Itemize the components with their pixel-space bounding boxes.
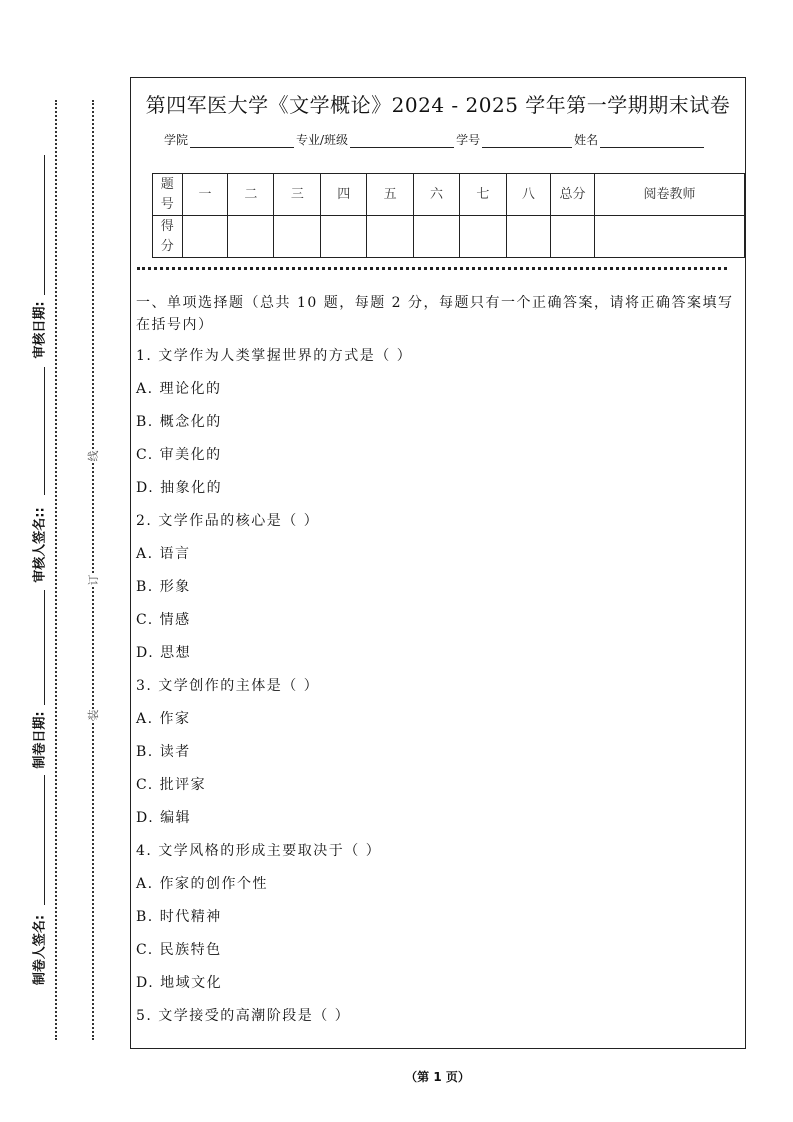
exam-title: 第四军医大学《文学概论》2024 - 2025 学年第一学期期末试卷 bbox=[145, 93, 731, 117]
paper-date-label: 制卷日期: bbox=[32, 711, 48, 769]
table-row bbox=[153, 216, 745, 258]
answer-option: D. 地域文化 bbox=[136, 975, 223, 991]
student-id-label: 学号 bbox=[456, 133, 481, 147]
college-field[interactable] bbox=[190, 135, 294, 148]
score-cell bbox=[459, 216, 506, 258]
name-label: 姓名 bbox=[574, 133, 599, 147]
binding-char-line: 线 bbox=[87, 450, 100, 462]
binding-char-staple: 订 bbox=[87, 574, 100, 586]
table-cell: 三 bbox=[274, 174, 321, 216]
table-cell: 得分 bbox=[153, 216, 183, 258]
table-cell: 题号 bbox=[153, 174, 183, 216]
answer-option: D. 编辑 bbox=[136, 810, 192, 826]
answer-option: C. 批评家 bbox=[136, 777, 207, 793]
major-class-label: 专业/班级 bbox=[296, 133, 349, 147]
paper-maker-signature-label: 制卷人签名: bbox=[32, 914, 48, 986]
score-table bbox=[152, 173, 745, 258]
table-cell: 八 bbox=[506, 174, 550, 216]
signature-line bbox=[44, 155, 45, 295]
separator-dotted-line bbox=[137, 267, 727, 270]
answer-option: B. 读者 bbox=[136, 744, 191, 760]
signature-line bbox=[44, 775, 45, 905]
answer-option: B. 时代精神 bbox=[136, 909, 222, 925]
score-cell bbox=[228, 216, 274, 258]
score-cell bbox=[506, 216, 550, 258]
table-cell: 总分 bbox=[550, 174, 594, 216]
table-cell: 阅卷教师 bbox=[595, 174, 745, 216]
table-cell: 六 bbox=[414, 174, 460, 216]
answer-option: C. 民族特色 bbox=[136, 942, 222, 958]
score-cell bbox=[367, 216, 414, 258]
binding-char-bind: 装 bbox=[87, 709, 100, 721]
score-cell bbox=[414, 216, 460, 258]
answer-option: B. 概念化的 bbox=[136, 414, 222, 430]
question-stem: 5. 文学接受的高潮阶段是（ ） bbox=[136, 1008, 351, 1024]
answer-option: C. 情感 bbox=[136, 612, 191, 628]
score-cell bbox=[274, 216, 321, 258]
major-class-field[interactable] bbox=[350, 135, 454, 148]
signature-line bbox=[44, 590, 45, 705]
question-body bbox=[136, 292, 741, 1039]
table-cell: 一 bbox=[182, 174, 228, 216]
answer-option: A. 作家 bbox=[136, 711, 191, 727]
table-cell: 四 bbox=[321, 174, 367, 216]
table-cell: 二 bbox=[228, 174, 274, 216]
table-cell: 五 bbox=[367, 174, 414, 216]
name-field[interactable] bbox=[600, 135, 704, 148]
question-stem: 3. 文学创作的主体是（ ） bbox=[136, 678, 320, 694]
score-cell bbox=[182, 216, 228, 258]
answer-option: A. 作家的创作个性 bbox=[136, 876, 269, 892]
table-row bbox=[153, 174, 745, 216]
question-stem: 1. 文学作为人类掌握世界的方式是（ ） bbox=[136, 348, 413, 364]
page-number: （第 1 页） bbox=[405, 1070, 470, 1084]
binding-dotted-line-outer bbox=[55, 100, 57, 1040]
question-stem: 2. 文学作品的核心是（ ） bbox=[136, 513, 320, 529]
score-cell bbox=[550, 216, 594, 258]
exam-frame bbox=[130, 77, 746, 1049]
binding-dotted-line-inner bbox=[92, 100, 94, 1040]
signature-line bbox=[44, 367, 45, 495]
answer-option: D. 抽象化的 bbox=[136, 480, 223, 496]
reviewer-signature-label: 审核人签名:: bbox=[32, 507, 48, 583]
answer-option: D. 思想 bbox=[136, 645, 192, 661]
student-id-field[interactable] bbox=[482, 135, 572, 148]
answer-option: A. 语言 bbox=[136, 546, 191, 562]
answer-option: C. 审美化的 bbox=[136, 447, 222, 463]
answer-option: A. 理论化的 bbox=[136, 381, 222, 397]
score-cell bbox=[321, 216, 367, 258]
table-cell: 七 bbox=[459, 174, 506, 216]
review-date-label: 审核日期: bbox=[32, 301, 48, 359]
student-info-row bbox=[164, 131, 706, 148]
score-cell bbox=[595, 216, 745, 258]
question-stem: 4. 文学风格的形成主要取决于（ ） bbox=[136, 843, 382, 859]
question-list bbox=[136, 346, 741, 1039]
answer-option: B. 形象 bbox=[136, 579, 191, 595]
college-label: 学院 bbox=[164, 133, 189, 147]
section-heading: 一、单项选择题（总共 10 题，每题 2 分，每题只有一个正确答案，请将正确答案填写在括号内） bbox=[136, 295, 734, 333]
